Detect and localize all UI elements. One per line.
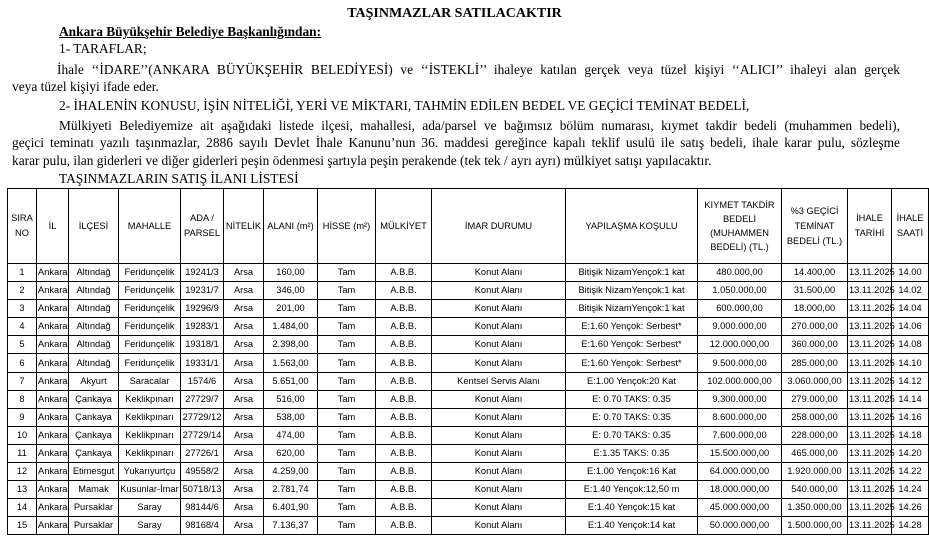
cell-sira-no: 5 [8, 336, 37, 354]
cell-gecici-teminat: 1.920.000,00 [782, 463, 848, 481]
table-row [8, 426, 929, 444]
cell-hisse: Tam [318, 300, 376, 318]
header-hisse: HİSSE (m²) [318, 189, 376, 264]
cell-alan: 516,00 [264, 390, 318, 408]
cell-yapilasma-kosulu: E:1.00 Yençok:16 Kat [566, 463, 698, 481]
cell-alan: 346,00 [264, 282, 318, 300]
header-imar-durumu: İMAR DURUMU [432, 189, 566, 264]
cell-ada-parsel: 27726/1 [181, 444, 224, 462]
cell-il: Ankara [37, 300, 69, 318]
cell-mulkiyet: A.B.B. [376, 300, 432, 318]
cell-ihale-tarihi: 13.11.2025 [848, 354, 892, 372]
section-1-text-line-1: İhale ‘‘İDARE’’(ANKARA BÜYÜKŞEHİR BELEDİYESİ) ve ‘‘İSTEKLİ’’ ihaleye katılan gerçek veya tüzel kişiyi ‘‘ALICI’’ ihaleyi alan gerçek [57, 62, 900, 77]
cell-ihale-tarihi: 13.11.2025 [848, 372, 892, 390]
cell-ihale-tarihi: 13.11.2025 [848, 282, 892, 300]
cell-alan: 538,00 [264, 408, 318, 426]
cell-hisse: Tam [318, 481, 376, 499]
cell-ilce: Akyurt [69, 372, 119, 390]
cell-alan: 474,00 [264, 426, 318, 444]
cell-ilce: Çankaya [69, 426, 119, 444]
cell-hisse: Tam [318, 517, 376, 535]
cell-ilce: Pursaklar [69, 517, 119, 535]
cell-mulkiyet: A.B.B. [376, 463, 432, 481]
cell-mulkiyet: A.B.B. [376, 336, 432, 354]
cell-il: Ankara [37, 426, 69, 444]
cell-mulkiyet: A.B.B. [376, 499, 432, 517]
cell-yapilasma-kosulu: E:1.60 Yençok: Serbest* [566, 318, 698, 336]
cell-ihale-tarihi: 13.11.2025 [848, 408, 892, 426]
cell-mulkiyet: A.B.B. [376, 408, 432, 426]
cell-ihale-tarihi: 13.11.2025 [848, 481, 892, 499]
cell-sira-no: 15 [8, 517, 37, 535]
section-2-heading: 2- İHALENİN KONUSU, İŞİN NİTELİĞİ, YERİ VE MİKTARI, TAHMİN EDİLEN BEDEL VE GEÇİCİ TEMİNAT BEDELİ, [59, 98, 750, 113]
cell-hisse: Tam [318, 336, 376, 354]
cell-yapilasma-kosulu: E: 0.70 TAKS: 0.35 [566, 426, 698, 444]
cell-muhammen-bedel: 64.000.000,00 [698, 463, 782, 481]
cell-sira-no: 2 [8, 282, 37, 300]
cell-gecici-teminat: 3.060.000,00 [782, 372, 848, 390]
cell-sira-no: 3 [8, 300, 37, 318]
cell-il: Ankara [37, 336, 69, 354]
cell-il: Ankara [37, 264, 69, 282]
cell-ihale-saati: 14.08 [892, 336, 929, 354]
cell-nitelik: Arsa [224, 481, 264, 499]
cell-alan: 4.259,00 [264, 463, 318, 481]
cell-ada-parsel: 19318/1 [181, 336, 224, 354]
cell-ihale-saati: 14.06 [892, 318, 929, 336]
cell-muhammen-bedel: 18.000.000,00 [698, 481, 782, 499]
cell-imar-durumu: Konut Alanı [432, 390, 566, 408]
cell-imar-durumu: Konut Alanı [432, 426, 566, 444]
cell-nitelik: Arsa [224, 463, 264, 481]
table-header-row [8, 189, 929, 264]
section-2-text-line-3: karar pulu, ilan giderleri ve diğer giderleri peşin ödenmesi şartıyla peşin perakende (tek tek / ayrı ayrı) mülkiyet satışı yapılacaktır. [12, 153, 712, 168]
cell-sira-no: 12 [8, 463, 37, 481]
cell-imar-durumu: Konut Alanı [432, 282, 566, 300]
table-row [8, 264, 929, 282]
cell-il: Ankara [37, 481, 69, 499]
cell-yapilasma-kosulu: E: 0.70 TAKS: 0.35 [566, 408, 698, 426]
cell-ada-parsel: 98168/4 [181, 517, 224, 535]
property-sale-table [7, 188, 929, 535]
cell-ilce: Altındağ [69, 264, 119, 282]
cell-ilce: Çankaya [69, 444, 119, 462]
cell-ada-parsel: 27729/7 [181, 390, 224, 408]
cell-mahalle: Feridunçelik [119, 336, 181, 354]
cell-ihale-saati: 14.10 [892, 354, 929, 372]
cell-mulkiyet: A.B.B. [376, 426, 432, 444]
cell-il: Ankara [37, 408, 69, 426]
table-row [8, 517, 929, 535]
cell-mulkiyet: A.B.B. [376, 318, 432, 336]
cell-gecici-teminat: 18.000,00 [782, 300, 848, 318]
cell-mahalle: Saray [119, 499, 181, 517]
cell-yapilasma-kosulu: Bitişik NizamYençok:1 kat [566, 282, 698, 300]
cell-imar-durumu: Konut Alanı [432, 300, 566, 318]
cell-ada-parsel: 19331/1 [181, 354, 224, 372]
cell-muhammen-bedel: 9.500.000,00 [698, 354, 782, 372]
header-sira-no: SIRA NO [8, 189, 37, 264]
cell-imar-durumu: Konut Alanı [432, 264, 566, 282]
cell-alan: 1.484,00 [264, 318, 318, 336]
cell-gecici-teminat: 228.000,00 [782, 426, 848, 444]
cell-ilce: Mamak [69, 481, 119, 499]
cell-il: Ankara [37, 354, 69, 372]
header-yapilasma-kosulu: YAPILAŞMA KOŞULU [566, 189, 698, 264]
cell-yapilasma-kosulu: E: 0.70 TAKS: 0.35 [566, 390, 698, 408]
cell-hisse: Tam [318, 372, 376, 390]
cell-ihale-saati: 14.00 [892, 264, 929, 282]
cell-ada-parsel: 27729/14 [181, 426, 224, 444]
section-2-text-line-2: geçici teminatı yazılı taşınmazlar, 2886 sayılı Devlet İhale Kanunu’nun 36. maddesi gereğince kapalı teklif usulü ile satış bedeli, ihale karar pulu, sözleşme [12, 135, 900, 150]
cell-ilce: Altındağ [69, 318, 119, 336]
cell-sira-no: 11 [8, 444, 37, 462]
cell-alan: 5.651,00 [264, 372, 318, 390]
cell-alan: 2.781,74 [264, 481, 318, 499]
cell-muhammen-bedel: 7.600.000,00 [698, 426, 782, 444]
cell-muhammen-bedel: 600.000,00 [698, 300, 782, 318]
cell-gecici-teminat: 258.000,00 [782, 408, 848, 426]
cell-yapilasma-kosulu: E:1.35 TAKS: 0.35 [566, 444, 698, 462]
cell-imar-durumu: Konut Alanı [432, 336, 566, 354]
cell-il: Ankara [37, 463, 69, 481]
cell-nitelik: Arsa [224, 354, 264, 372]
cell-ada-parsel: 50718/13 [181, 481, 224, 499]
cell-ihale-saati: 14.14 [892, 390, 929, 408]
cell-ihale-saati: 14.16 [892, 408, 929, 426]
header-mulkiyet: MÜLKİYET [376, 189, 432, 264]
cell-muhammen-bedel: 9.000.000,00 [698, 318, 782, 336]
section-1-text-line-2: veya tüzel kişiyi ifade eder. [12, 79, 159, 94]
cell-alan: 6.401,90 [264, 499, 318, 517]
cell-il: Ankara [37, 390, 69, 408]
cell-gecici-teminat: 465.000,00 [782, 444, 848, 462]
cell-muhammen-bedel: 45.000.000,00 [698, 499, 782, 517]
cell-nitelik: Arsa [224, 408, 264, 426]
cell-ihale-saati: 14.28 [892, 517, 929, 535]
cell-gecici-teminat: 540.000,00 [782, 481, 848, 499]
cell-mulkiyet: A.B.B. [376, 354, 432, 372]
cell-mahalle: Keklikpınarı [119, 426, 181, 444]
cell-ada-parsel: 98144/6 [181, 499, 224, 517]
cell-mahalle: Saracalar [119, 372, 181, 390]
cell-imar-durumu: Konut Alanı [432, 481, 566, 499]
cell-yapilasma-kosulu: E:1.40 Yençok:15 kat [566, 499, 698, 517]
cell-mahalle: Feridunçelik [119, 300, 181, 318]
cell-hisse: Tam [318, 390, 376, 408]
header-il: İL [37, 189, 69, 264]
cell-sira-no: 6 [8, 354, 37, 372]
cell-nitelik: Arsa [224, 444, 264, 462]
cell-gecici-teminat: 270.000,00 [782, 318, 848, 336]
cell-yapilasma-kosulu: E:1.40 Yençok:14 kat [566, 517, 698, 535]
cell-imar-durumu: Konut Alanı [432, 463, 566, 481]
cell-ihale-saati: 14.04 [892, 300, 929, 318]
cell-ada-parsel: 27729/12 [181, 408, 224, 426]
cell-mulkiyet: A.B.B. [376, 372, 432, 390]
cell-ilce: Pursaklar [69, 499, 119, 517]
cell-alan: 1.563,00 [264, 354, 318, 372]
header-ilce: İLÇESİ [69, 189, 119, 264]
table-row [8, 300, 929, 318]
cell-ilce: Altındağ [69, 282, 119, 300]
cell-ihale-tarihi: 13.11.2025 [848, 390, 892, 408]
cell-ilce: Çankaya [69, 408, 119, 426]
cell-muhammen-bedel: 50.000.000,00 [698, 517, 782, 535]
cell-mahalle: Saray [119, 517, 181, 535]
cell-mulkiyet: A.B.B. [376, 444, 432, 462]
cell-ilce: Etimesgut [69, 463, 119, 481]
cell-imar-durumu: Konut Alanı [432, 499, 566, 517]
header-muhammen-bedel: KIYMET TAKDİR BEDELİ (MUHAMMEN BEDELİ) (TL.) [698, 189, 782, 264]
cell-nitelik: Arsa [224, 318, 264, 336]
cell-muhammen-bedel: 480.000,00 [698, 264, 782, 282]
cell-yapilasma-kosulu: E:1.60 Yençok: Serbest* [566, 336, 698, 354]
cell-alan: 160,00 [264, 264, 318, 282]
header-ihale-saati: İHALE SAATİ [892, 189, 929, 264]
cell-nitelik: Arsa [224, 336, 264, 354]
table-row [8, 408, 929, 426]
cell-ihale-saati: 14.24 [892, 481, 929, 499]
cell-muhammen-bedel: 102.000.000,00 [698, 372, 782, 390]
cell-nitelik: Arsa [224, 499, 264, 517]
cell-nitelik: Arsa [224, 390, 264, 408]
cell-alan: 7.136,37 [264, 517, 318, 535]
header-ada-parsel: ADA / PARSEL [181, 189, 224, 264]
cell-ada-parsel: 19231/7 [181, 282, 224, 300]
cell-mahalle: Feridunçelik [119, 318, 181, 336]
cell-mulkiyet: A.B.B. [376, 517, 432, 535]
cell-nitelik: Arsa [224, 282, 264, 300]
cell-ihale-saati: 14.18 [892, 426, 929, 444]
cell-ihale-tarihi: 13.11.2025 [848, 463, 892, 481]
cell-gecici-teminat: 14.400,00 [782, 264, 848, 282]
cell-ihale-tarihi: 13.11.2025 [848, 300, 892, 318]
cell-yapilasma-kosulu: Bitişik NizamYençok:1 kat [566, 264, 698, 282]
table-row [8, 372, 929, 390]
cell-sira-no: 7 [8, 372, 37, 390]
cell-imar-durumu: Konut Alanı [432, 517, 566, 535]
header-alan: ALANI (m²) [264, 189, 318, 264]
cell-muhammen-bedel: 12.000.000,00 [698, 336, 782, 354]
cell-mahalle: Keklikpınarı [119, 444, 181, 462]
cell-hisse: Tam [318, 444, 376, 462]
cell-ihale-tarihi: 13.11.2025 [848, 444, 892, 462]
cell-hisse: Tam [318, 463, 376, 481]
cell-hisse: Tam [318, 264, 376, 282]
cell-imar-durumu: Konut Alanı [432, 408, 566, 426]
cell-hisse: Tam [318, 282, 376, 300]
cell-mulkiyet: A.B.B. [376, 390, 432, 408]
cell-nitelik: Arsa [224, 264, 264, 282]
cell-alan: 2.398,00 [264, 336, 318, 354]
cell-ilce: Altındağ [69, 300, 119, 318]
cell-il: Ankara [37, 318, 69, 336]
cell-alan: 620,00 [264, 444, 318, 462]
cell-il: Ankara [37, 444, 69, 462]
cell-mahalle: Feridunçelik [119, 264, 181, 282]
cell-yapilasma-kosulu: E:1.60 Yençok: Serbest* [566, 354, 698, 372]
cell-sira-no: 8 [8, 390, 37, 408]
cell-ada-parsel: 19283/1 [181, 318, 224, 336]
cell-mahalle: Keklikpınarı [119, 390, 181, 408]
cell-nitelik: Arsa [224, 517, 264, 535]
cell-ihale-tarihi: 13.11.2025 [848, 517, 892, 535]
cell-ihale-tarihi: 13.11.2025 [848, 426, 892, 444]
cell-hisse: Tam [318, 426, 376, 444]
list-title: TAŞINMAZLARIN SATIŞ İLANI LİSTESİ [59, 171, 299, 186]
cell-hisse: Tam [318, 354, 376, 372]
cell-gecici-teminat: 1.350.000,00 [782, 499, 848, 517]
cell-ilce: Altındağ [69, 354, 119, 372]
cell-ihale-saati: 14.02 [892, 282, 929, 300]
cell-il: Ankara [37, 372, 69, 390]
table-row [8, 463, 929, 481]
section-2-text-line-1: Mülkiyeti Belediyemize ait aşağıdaki listede ilçesi, mahallesi, ada/parsel ve bağımsız bölüm numarası, kıymet takdir bedeli (muhammen bedeli), [59, 118, 900, 133]
issuing-authority: Ankara Büyükşehir Belediye Başkanlığından: [59, 24, 322, 39]
cell-gecici-teminat: 1.500.000,00 [782, 517, 848, 535]
cell-mahalle: Keklikpınarı [119, 408, 181, 426]
cell-sira-no: 4 [8, 318, 37, 336]
cell-ihale-tarihi: 13.11.2025 [848, 318, 892, 336]
cell-il: Ankara [37, 499, 69, 517]
cell-mahalle: Feridunçelik [119, 282, 181, 300]
cell-sira-no: 1 [8, 264, 37, 282]
table-row [8, 318, 929, 336]
cell-il: Ankara [37, 517, 69, 535]
cell-gecici-teminat: 31.500,00 [782, 282, 848, 300]
notice-title: TAŞINMAZLAR SATILACAKTIR [347, 6, 562, 21]
cell-sira-no: 10 [8, 426, 37, 444]
cell-nitelik: Arsa [224, 426, 264, 444]
header-nitelik: NİTELİK [224, 189, 264, 264]
cell-sira-no: 9 [8, 408, 37, 426]
table-row [8, 390, 929, 408]
cell-imar-durumu: Konut Alanı [432, 318, 566, 336]
cell-ihale-saati: 14.22 [892, 463, 929, 481]
header-mahalle: MAHALLE [119, 189, 181, 264]
cell-mahalle: Kusunlar-İmar [119, 481, 181, 499]
cell-ihale-saati: 14.12 [892, 372, 929, 390]
cell-ihale-saati: 14.20 [892, 444, 929, 462]
cell-muhammen-bedel: 8.600.000,00 [698, 408, 782, 426]
cell-hisse: Tam [318, 499, 376, 517]
cell-hisse: Tam [318, 318, 376, 336]
cell-yapilasma-kosulu: Bitişik NizamYençok:1 kat [566, 300, 698, 318]
table-row [8, 444, 929, 462]
cell-gecici-teminat: 279.000,00 [782, 390, 848, 408]
cell-muhammen-bedel: 15.500.000,00 [698, 444, 782, 462]
cell-mulkiyet: A.B.B. [376, 481, 432, 499]
cell-ada-parsel: 19296/9 [181, 300, 224, 318]
cell-imar-durumu: Konut Alanı [432, 444, 566, 462]
cell-yapilasma-kosulu: E:1.40 Yençok:12,50 m [566, 481, 698, 499]
cell-gecici-teminat: 285.000,00 [782, 354, 848, 372]
section-1-heading: 1- TARAFLAR; [59, 41, 147, 56]
cell-il: Ankara [37, 282, 69, 300]
table-row [8, 336, 929, 354]
cell-nitelik: Arsa [224, 372, 264, 390]
cell-muhammen-bedel: 1.050.000,00 [698, 282, 782, 300]
table-row [8, 481, 929, 499]
cell-mahalle: Yukarıyurtçu [119, 463, 181, 481]
cell-hisse: Tam [318, 408, 376, 426]
cell-mulkiyet: A.B.B. [376, 264, 432, 282]
table-row [8, 282, 929, 300]
cell-mulkiyet: A.B.B. [376, 282, 432, 300]
header-ihale-tarihi: İHALE TARİHİ [848, 189, 892, 264]
cell-ihale-tarihi: 13.11.2025 [848, 499, 892, 517]
cell-gecici-teminat: 360.000,00 [782, 336, 848, 354]
cell-ilce: Altındağ [69, 336, 119, 354]
cell-alan: 201,00 [264, 300, 318, 318]
cell-ihale-saati: 14.26 [892, 499, 929, 517]
cell-muhammen-bedel: 9.300.000,00 [698, 390, 782, 408]
cell-ihale-tarihi: 13.11.2025 [848, 336, 892, 354]
cell-ilce: Çankaya [69, 390, 119, 408]
cell-ihale-tarihi: 13.11.2025 [848, 264, 892, 282]
cell-ada-parsel: 49558/2 [181, 463, 224, 481]
table-row [8, 499, 929, 517]
cell-mahalle: Feridunçelik [119, 354, 181, 372]
cell-ada-parsel: 19241/3 [181, 264, 224, 282]
cell-imar-durumu: Kentsel Servis Alanı [432, 372, 566, 390]
cell-sira-no: 14 [8, 499, 37, 517]
cell-nitelik: Arsa [224, 300, 264, 318]
table-row [8, 354, 929, 372]
header-gecici-teminat: %3 GEÇİCİ TEMİNAT BEDELİ (TL.) [782, 189, 848, 264]
cell-imar-durumu: Konut Alanı [432, 354, 566, 372]
cell-ada-parsel: 1574/6 [181, 372, 224, 390]
cell-sira-no: 13 [8, 481, 37, 499]
cell-yapilasma-kosulu: E:1.00 Yençok:20 Kat [566, 372, 698, 390]
